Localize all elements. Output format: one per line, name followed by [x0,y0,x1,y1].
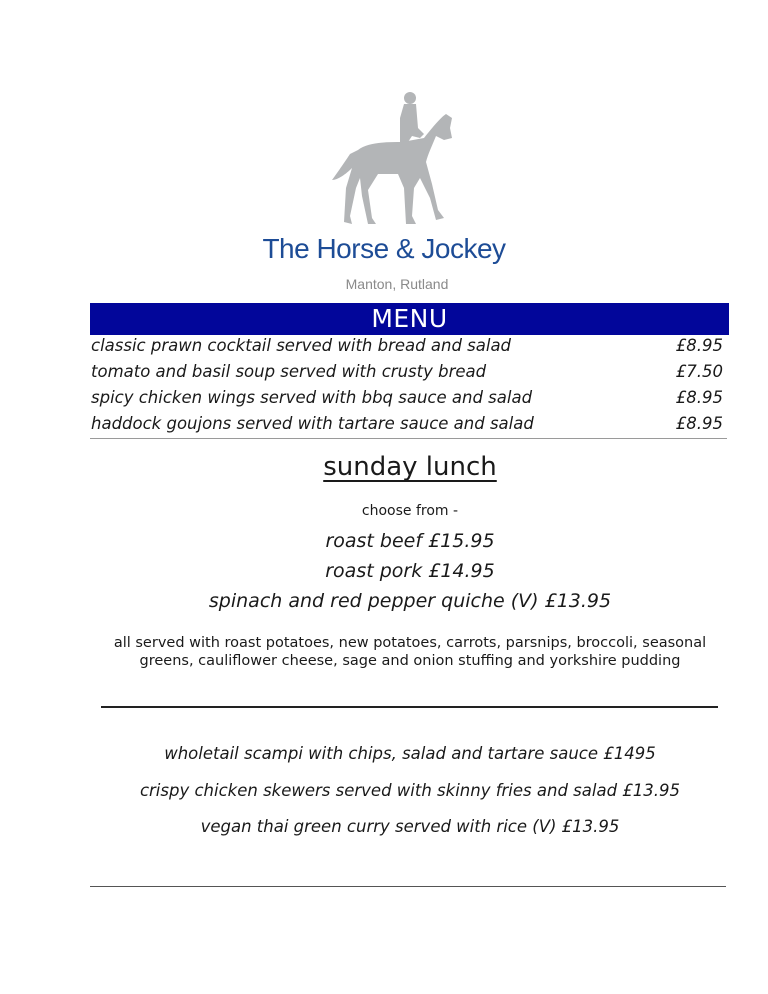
main-item: wholetail scampi with chips, salad and tartare sauce £1495 [164,744,656,763]
main-item: crispy chicken skewers served with skinny fries and salad £13.95 [139,781,681,800]
item-name: classic prawn cocktail served with bread and salad [91,336,512,355]
item-price: £8.95 [675,414,723,433]
list-item [91,387,723,413]
item-price: £7.50 [675,362,723,381]
main-item: vegan thai green curry served with rice (V) £13.95 [200,817,620,836]
roast-option: spinach and red pepper quiche (V) £13.95 [208,590,612,612]
item-price: £8.95 [675,336,723,355]
list-item [91,335,723,361]
list-item [91,361,723,387]
horse-jockey-logo-icon [328,88,452,228]
item-price: £8.95 [675,388,723,407]
roast-option: roast beef £15.95 [325,530,495,552]
divider [90,886,726,887]
item-name: tomato and basil soup served with crusty bread [91,362,487,381]
menu-banner: MENU [90,303,729,335]
brand-name: The Horse & Jockey [262,233,506,264]
section-title-sunday-lunch: sunday lunch [323,452,497,482]
divider [101,706,718,708]
divider [90,438,727,439]
sides-description: all served with roast potatoes, new potatoes, carrots, parsnips, broccoli, seasonal greens, cauliflower cheese, sage and onion stuffing and yorkshire pudding [113,635,707,669]
item-name: haddock goujons served with tartare sauce and salad [91,414,534,433]
item-name: spicy chicken wings served with bbq sauce and salad [91,388,533,407]
roast-option: roast pork £14.95 [325,560,495,582]
choose-from-label: choose from - [361,503,459,519]
starters-list [91,335,723,439]
list-item [91,413,723,439]
brand-location: Manton, Rutland [345,276,449,292]
